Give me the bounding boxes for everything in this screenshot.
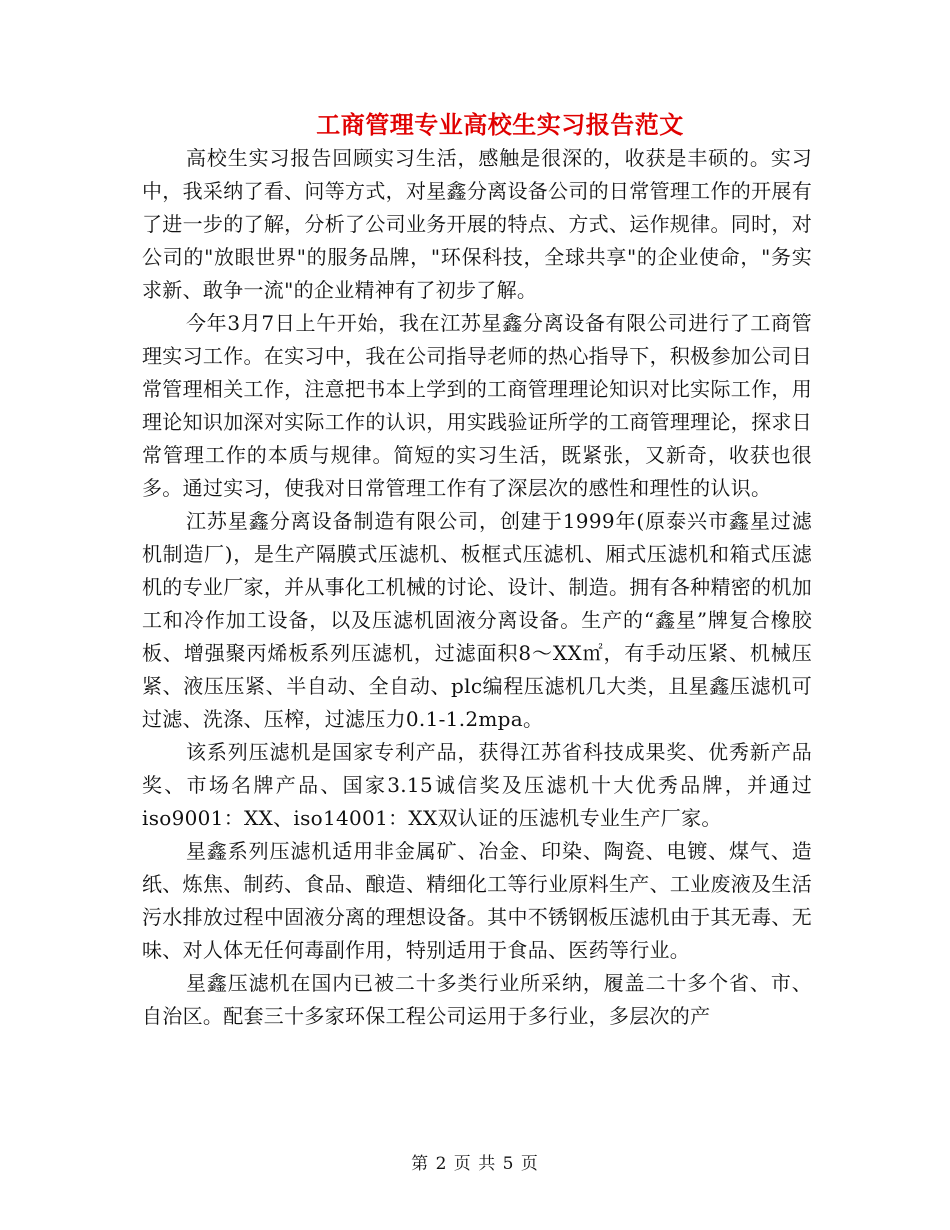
paragraph-company-profile: 江苏星鑫分离设备制造有限公司，创建于1999年(原泰兴市鑫星过滤机制造厂)，是生产隔膜式压滤机、板框式压滤机、厢式压滤机和箱式压滤机的专业厂家，并从事化工机械的讨论、设计、制造。拥有各种精密的机加工和冷作加工设备，以及压滤机固液分离设备。生产的“鑫星”牌复合橡胶板、增强聚丙烯板系列压滤机，过滤面积8～XX㎡，有手动压紧、机械压紧、液压压紧、半自动、全自动、plc编程压滤机几大类，且星鑫压滤机可过滤、洗涤、压榨，过滤压力0.1-1.2mpa。: [142, 509, 812, 731]
paragraph-intro: 高校生实习报告回顾实习生活，感触是很深的，收获是丰硕的。实习中，我采纳了看、问等方式，对星鑫分离设备公司的日常管理工作的开展有了进一步的了解，分析了公司业务开展的特点、方式、运作规律。同时，对公司的"放眼世界"的服务品牌，"环保科技，全球共享"的企业使命，"务实求新、敢争一流"的企业精神有了初步了解。: [142, 146, 812, 302]
page-number-footer: 第 2 页 共 5 页: [411, 1154, 539, 1174]
document-title: 工商管理专业高校生实习报告范文: [316, 111, 684, 139]
paragraph-awards: 该系列压滤机是国家专利产品，获得江苏省科技成果奖、优秀新产品奖、市场名牌产品、国家3.15诚信奖及压滤机十大优秀品牌，并通过iso9001：XX、iso14001：XX双认证的压滤机专业生产厂家。: [142, 740, 812, 830]
document-body: [142, 142, 812, 1033]
paragraph-applications: 星鑫系列压滤机适用非金属矿、冶金、印染、陶瓷、电镀、煤气、造纸、炼焦、制药、食品、酿造、精细化工等行业原料生产、工业废液及生活污水排放过程中固液分离的理想设备。其中不锈钢板压滤机由于其无毒、无味、对人体无任何毒副作用，特别适用于食品、医药等行业。: [142, 839, 812, 962]
paragraph-market-coverage: 星鑫压滤机在国内已被二十多类行业所采纳，履盖二十多个省、市、自治区。配套三十多家环保工程公司运用于多行业，多层次的产: [142, 971, 812, 1028]
paragraph-internship-start: 今年3月7日上午开始，我在江苏星鑫分离设备有限公司进行了工商管理实习工作。在实习中，我在公司指导老师的热心指导下，积极参加公司日常管理相关工作，注意把书本上学到的工商管理理论知识对比实际工作，用理论知识加深对实际工作的认识，用实践验证所学的工商管理理论，探求日常管理工作的本质与规律。简短的实习生活，既紧张，又新奇，收获也很多。通过实习，使我对日常管理工作有了深层次的感性和理性的认识。: [142, 311, 812, 500]
